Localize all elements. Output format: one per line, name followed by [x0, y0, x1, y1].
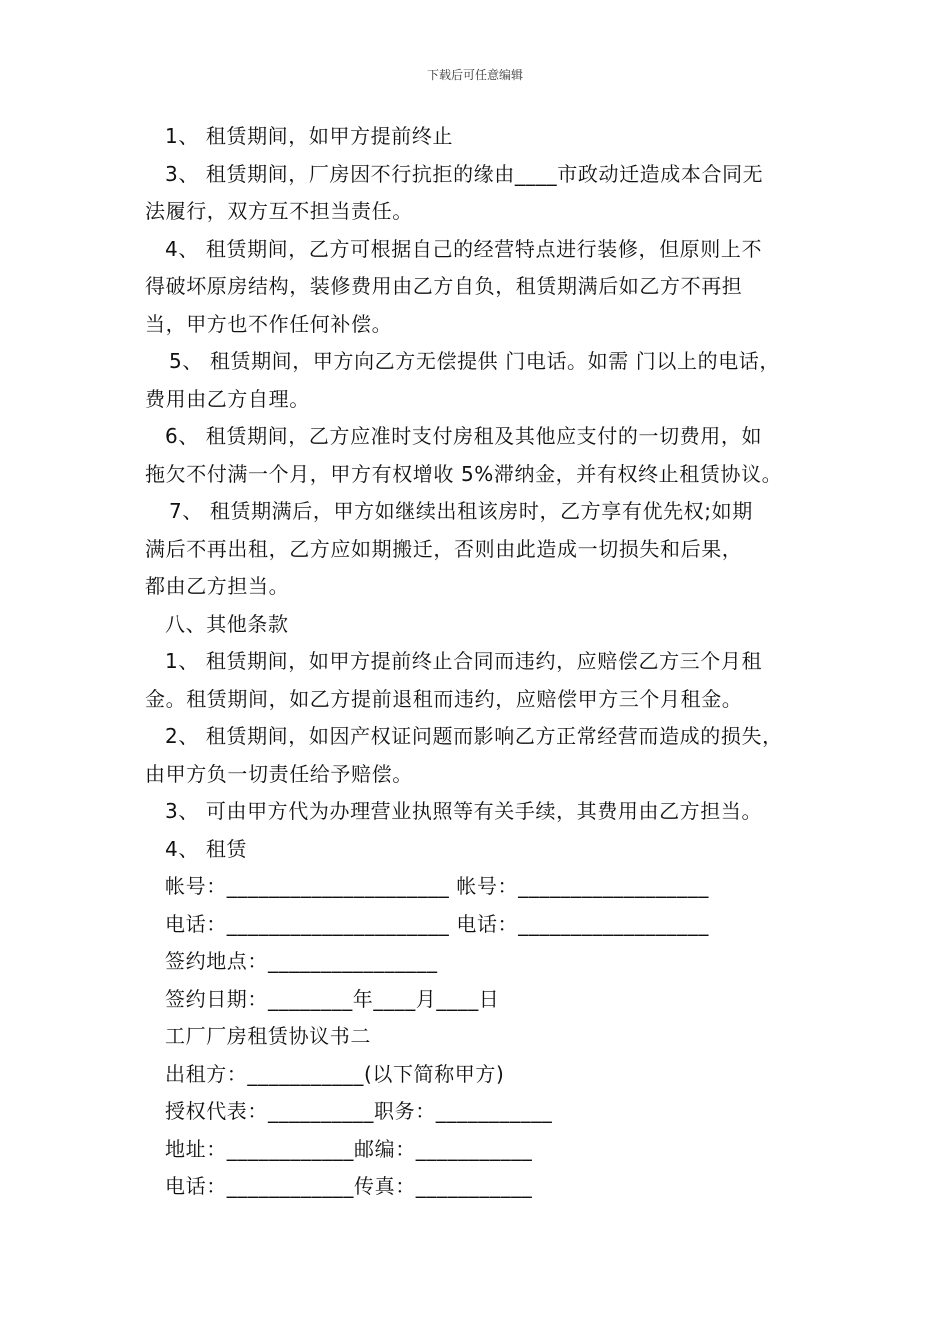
page-header: 下载后可任意编辑 [426, 68, 523, 82]
clause-line: 3、 租赁期间，厂房因不行抗拒的缘由____市政动迁造成本合同无 [165, 161, 764, 186]
clause-line: 满后不再出租，乙方应如期搬迁，否则由此造成一切损失和后果， [145, 536, 743, 561]
clause-line: 得破坏原房结构，装修费用由乙方自负，租赁期满后如乙方不再担 [145, 274, 743, 298]
clause-line: 2、 租赁期间，如因产权证问题而影响乙方正常经营而造成的损失， [165, 724, 783, 748]
clause-line: 1、 租赁期间，如甲方提前终止 [165, 124, 454, 148]
phone-field-line: 电话：_____________________ 电话：__________________ [165, 911, 709, 936]
clause-line: 3、 可由甲方代为办理营业执照等有关手续，其费用由乙方担当。 [165, 799, 763, 823]
clause-line: 6、 租赁期间，乙方应准时支付房租及其他应支付的一切费用，如 [165, 424, 763, 448]
clause-line: 1、 租赁期间，如甲方提前终止合同而违约，应赔偿乙方三个月租 [165, 649, 763, 673]
clause-line: 5、 租赁期间，甲方向乙方无偿提供 门电话。如需 门以上的电话， [169, 349, 780, 373]
phone-fax-field: 电话：____________传真：___________ [165, 1174, 533, 1198]
clause-line: 法履行，双方互不担当责任。 [145, 199, 413, 223]
clause-line: 拖欠不付满一个月，甲方有权增收 5%滞纳金，并有权终止租赁协议。 [145, 461, 783, 486]
clause-line: 当，甲方也不作任何补偿。 [145, 311, 393, 336]
section-heading: 八、其他条款 [165, 611, 289, 636]
clause-line: 7、 租赁期满后，甲方如继续出租该房时，乙方享有优先权;如期 [169, 499, 753, 523]
lessor-field: 出租方：___________(以下简称甲方) [165, 1061, 505, 1086]
clause-line: 由甲方负一切责任给予赔偿。 [145, 761, 413, 786]
account-field-line: 帐号：_____________________ 帐号：__________________ [165, 874, 709, 898]
document-subtitle: 工厂厂房租赁协议书二 [165, 1024, 371, 1048]
sign-location-field: 签约地点：________________ [165, 949, 438, 973]
clause-line: 4、 租赁 [165, 836, 248, 861]
clause-line: 4、 租赁期间，乙方可根据自己的经营特点进行装修，但原则上不 [165, 236, 763, 261]
clause-line: 都由乙方担当。 [145, 574, 290, 598]
sign-date-field: 签约日期：________年____月____日 [165, 986, 500, 1011]
clause-line: 费用由乙方自理。 [145, 386, 310, 411]
clause-line: 金。租赁期间，如乙方提前退租而违约，应赔偿甲方三个月租金。 [145, 686, 743, 711]
representative-field: 授权代表：__________职务：___________ [165, 1099, 553, 1123]
address-field: 地址：____________邮编：___________ [165, 1136, 533, 1161]
document-body [145, 118, 825, 1206]
